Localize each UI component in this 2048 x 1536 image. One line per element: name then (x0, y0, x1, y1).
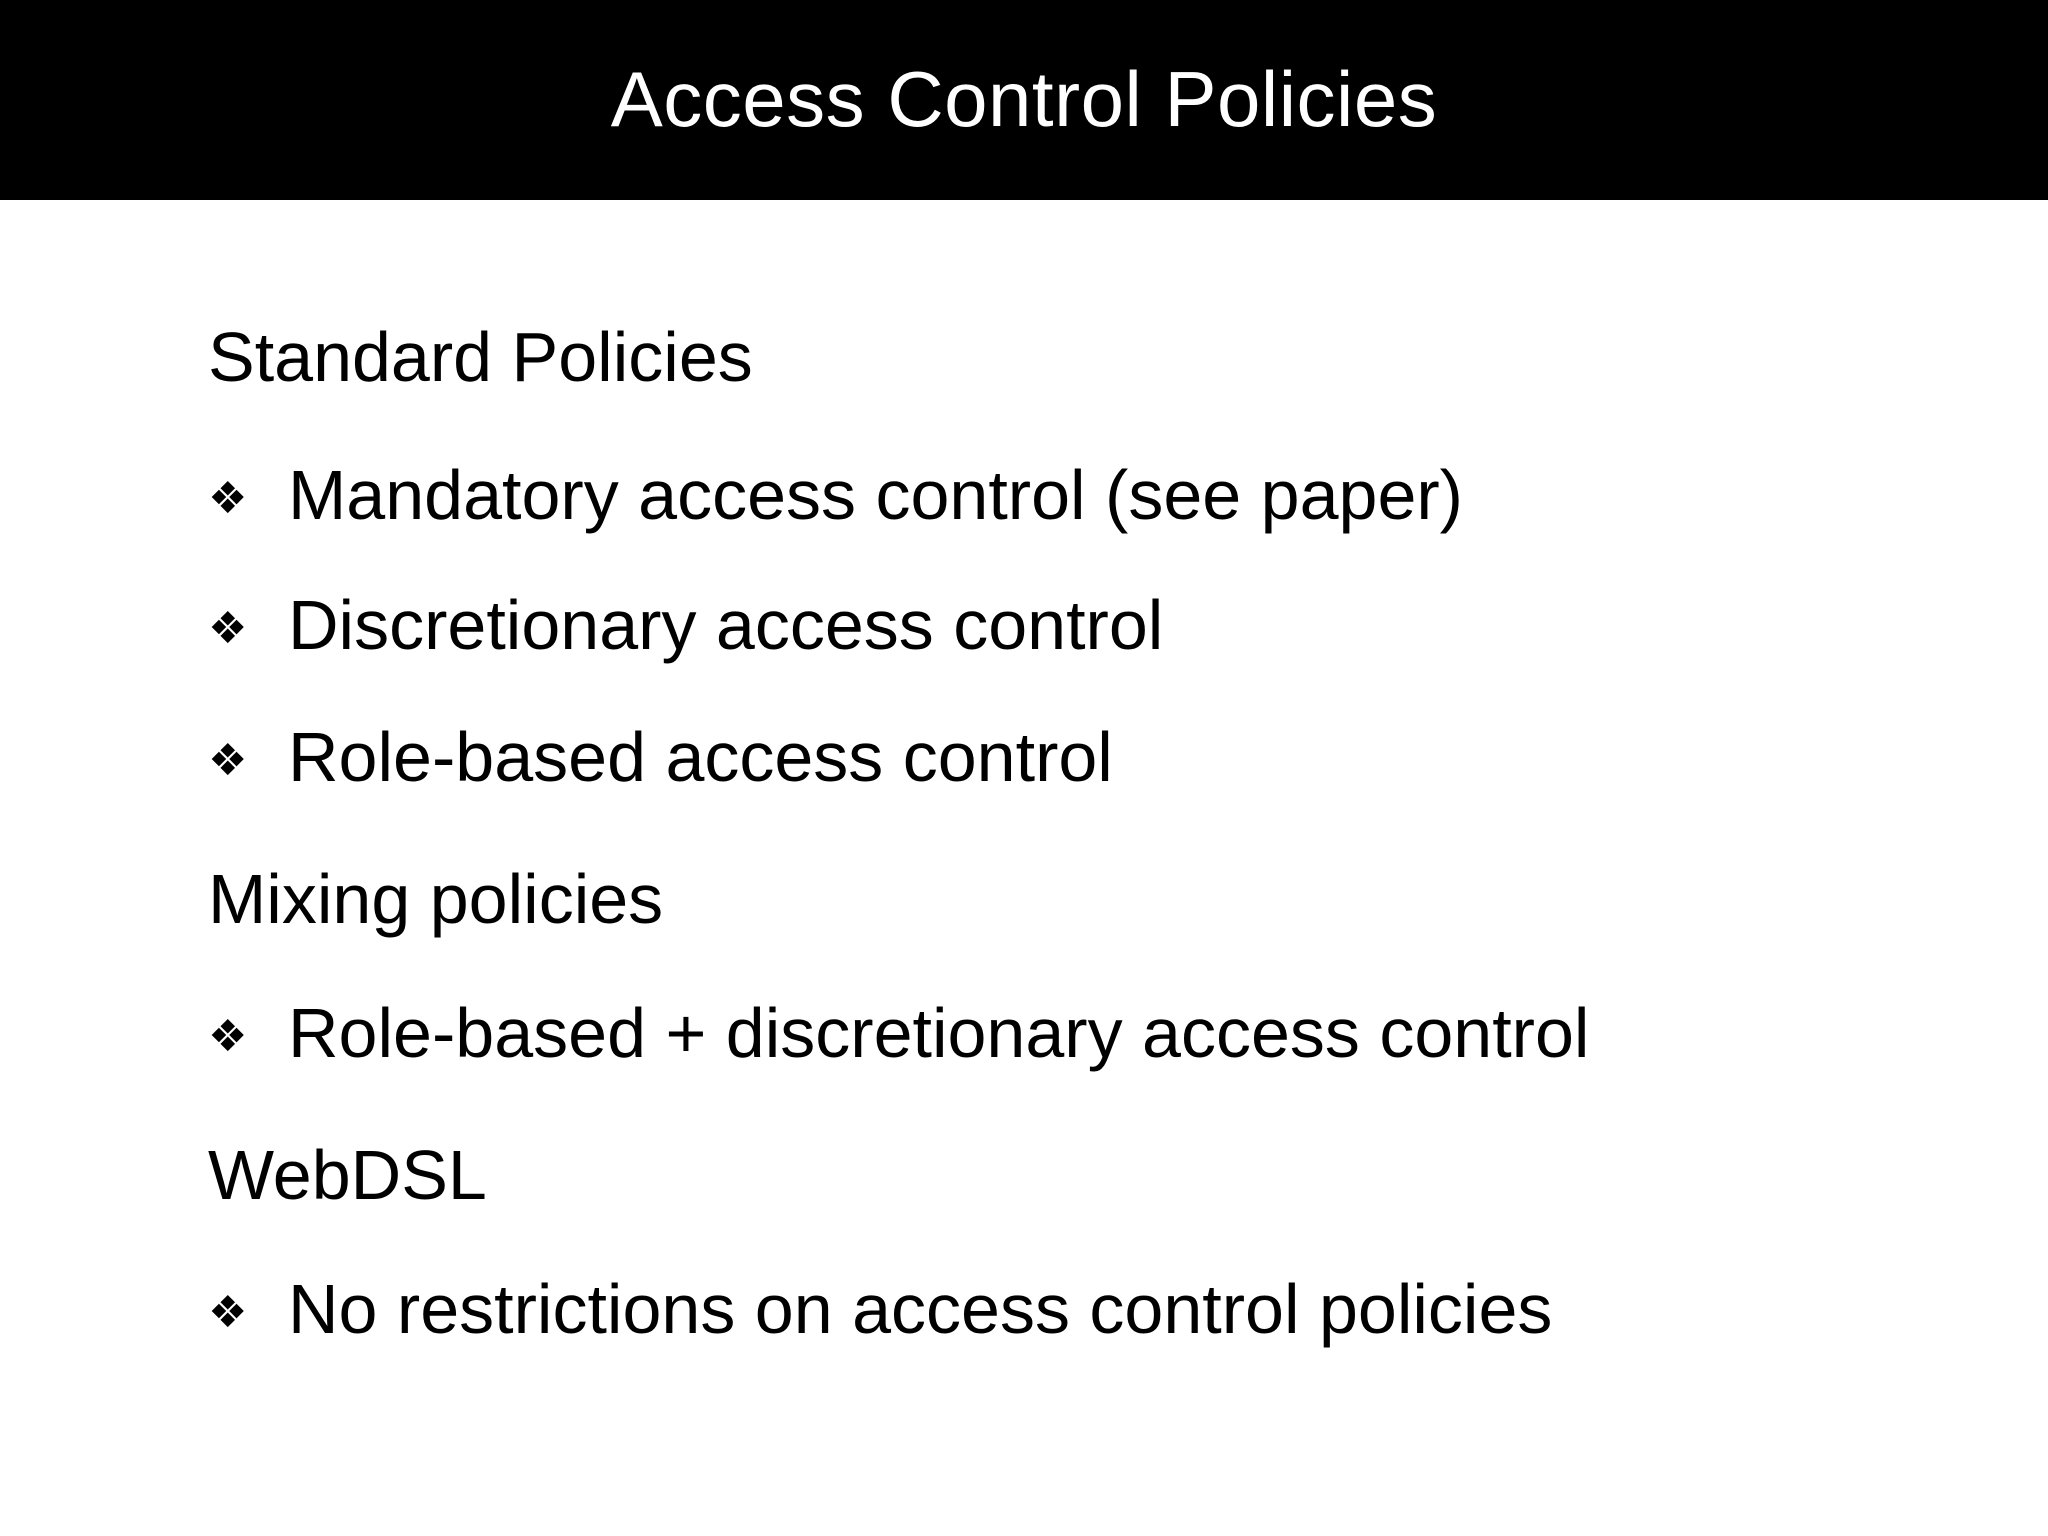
diamond-bullet-icon: ❖ (208, 736, 248, 785)
slide-title: Access Control Policies (610, 55, 1438, 143)
bullet-text: Role-based access control (288, 718, 1113, 796)
bullet-item (208, 586, 1164, 664)
section-heading-mixing-policies: Mixing policies (208, 860, 664, 938)
bullet-item (208, 718, 1113, 796)
diamond-bullet-icon: ❖ (208, 604, 248, 653)
section-heading-standard-policies: Standard Policies (208, 318, 753, 396)
bullet-text: No restrictions on access control policies (288, 1270, 1553, 1348)
diamond-bullet-icon: ❖ (208, 1012, 248, 1061)
section-heading-webdsl: WebDSL (208, 1136, 487, 1214)
diamond-bullet-icon: ❖ (208, 474, 248, 523)
bullet-item (208, 1270, 1553, 1348)
slide-content (208, 0, 1988, 1536)
bullet-text: Discretionary access control (288, 586, 1164, 664)
bullet-text: Role-based + discretionary access control (288, 994, 1590, 1072)
bullet-item (208, 994, 1590, 1072)
diamond-bullet-icon: ❖ (208, 1288, 248, 1337)
bullet-item (208, 456, 1463, 534)
bullet-text: Mandatory access control (see paper) (288, 456, 1463, 534)
